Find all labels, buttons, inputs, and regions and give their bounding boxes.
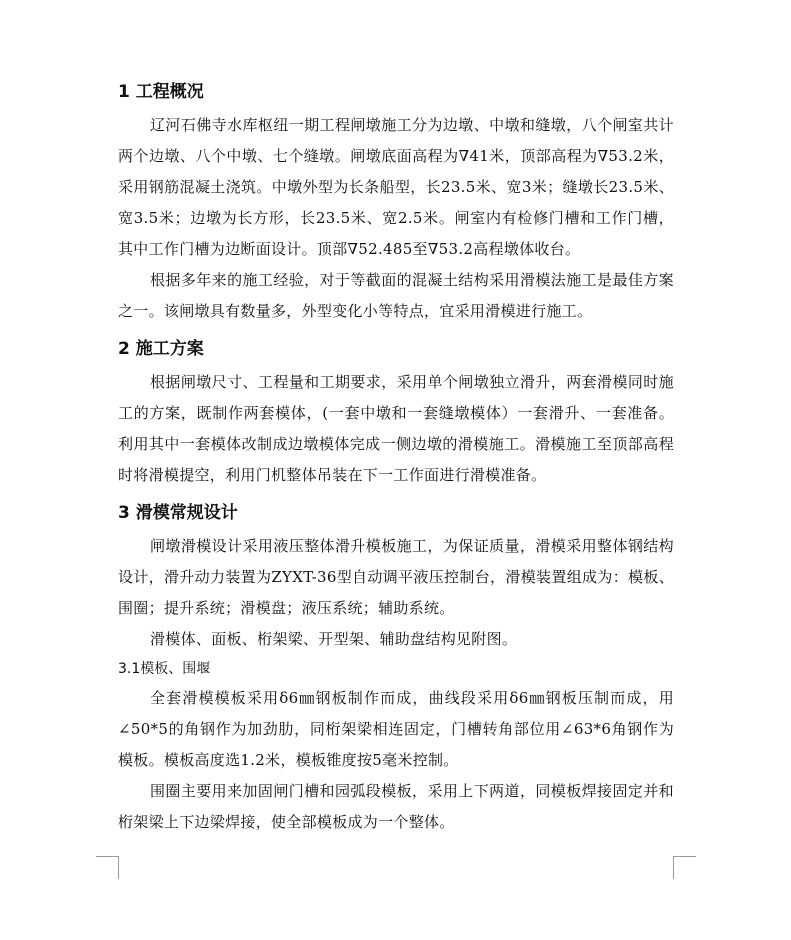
page-corner-mark-left (96, 856, 119, 879)
section-2-paragraph-1: 根据闸墩尺寸、工程量和工期要求，采用单个闸墩独立滑升，两套滑模同时施工的方案，既制作两套模体，(一套中墩和一套缝墩模体）一套滑升、一套准备。利用其中一套模体改制成边墩模体完成一侧边墩的滑模施工。滑模施工至顶部高程时将滑模提空，利用门机整体吊装在下一工作面进行滑模准备。 (118, 373, 674, 484)
section-3-paragraph-3: 全套滑模模板采用δ6㎜钢板制作而成，曲线段采用δ6㎜钢板压制而成，用∠50*5的角钢作为加劲肋，同桁架梁相连固定，门槽转角部位用∠63*6角钢作为模板。模板高度选1.2米，模板锥度按5毫米控制。 (118, 689, 674, 769)
section-3-paragraph-2: 滑模体、面板、桁架梁、开型架、辅助盘结构见附图。 (150, 630, 518, 648)
page-corner-mark-right (673, 856, 696, 879)
section-3-paragraph-4: 围圈主要用来加固闸门槽和园弧段模板，采用上下两道，同模板焊接固定并和桁架梁上下边梁焊接，使全部模板成为一个整体。 (118, 782, 674, 831)
subsection-3-1-heading: 3.1模板、围堰 (118, 661, 211, 677)
section-1-heading: 1 工程概况 (118, 82, 204, 102)
document-body (118, 80, 674, 838)
section-2-heading: 2 施工方案 (118, 339, 204, 359)
section-1-paragraph-2: 根据多年来的施工经验，对于等截面的混凝土结构采用滑模法施工是最佳方案之一。该闸墩具有数量多，外型变化小等特点，宜采用滑模进行施工。 (118, 271, 674, 320)
section-3-heading: 3 滑模常规设计 (118, 503, 238, 523)
section-1-paragraph-1: 辽河石佛寺水库枢纽一期工程闸墩施工分为边墩、中墩和缝墩，八个闸室共计两个边墩、八个中墩、七个缝墩。闸墩底面高程为∇41米，顶部高程为∇53.2米，采用钢筋混凝土浇筑。中墩外型为长条船型，长23.5米、宽3米；缝墩长23.5米、宽3.5米；边墩为长方形，长23.5米、宽2.5米。闸室内有检修门槽和工作门槽，其中工作门槽为边断面设计。顶部∇52.485至∇53.2高程墩体收台。 (118, 116, 674, 258)
section-3-paragraph-1: 闸墩滑模设计采用液压整体滑升模板施工，为保证质量，滑模采用整体钢结构设计，滑升动力装置为ZYXT-36型自动调平液压控制台，滑模装置组成为：模板、围圈；提升系统；滑模盘；液压系统；辅助系统。 (118, 537, 674, 617)
